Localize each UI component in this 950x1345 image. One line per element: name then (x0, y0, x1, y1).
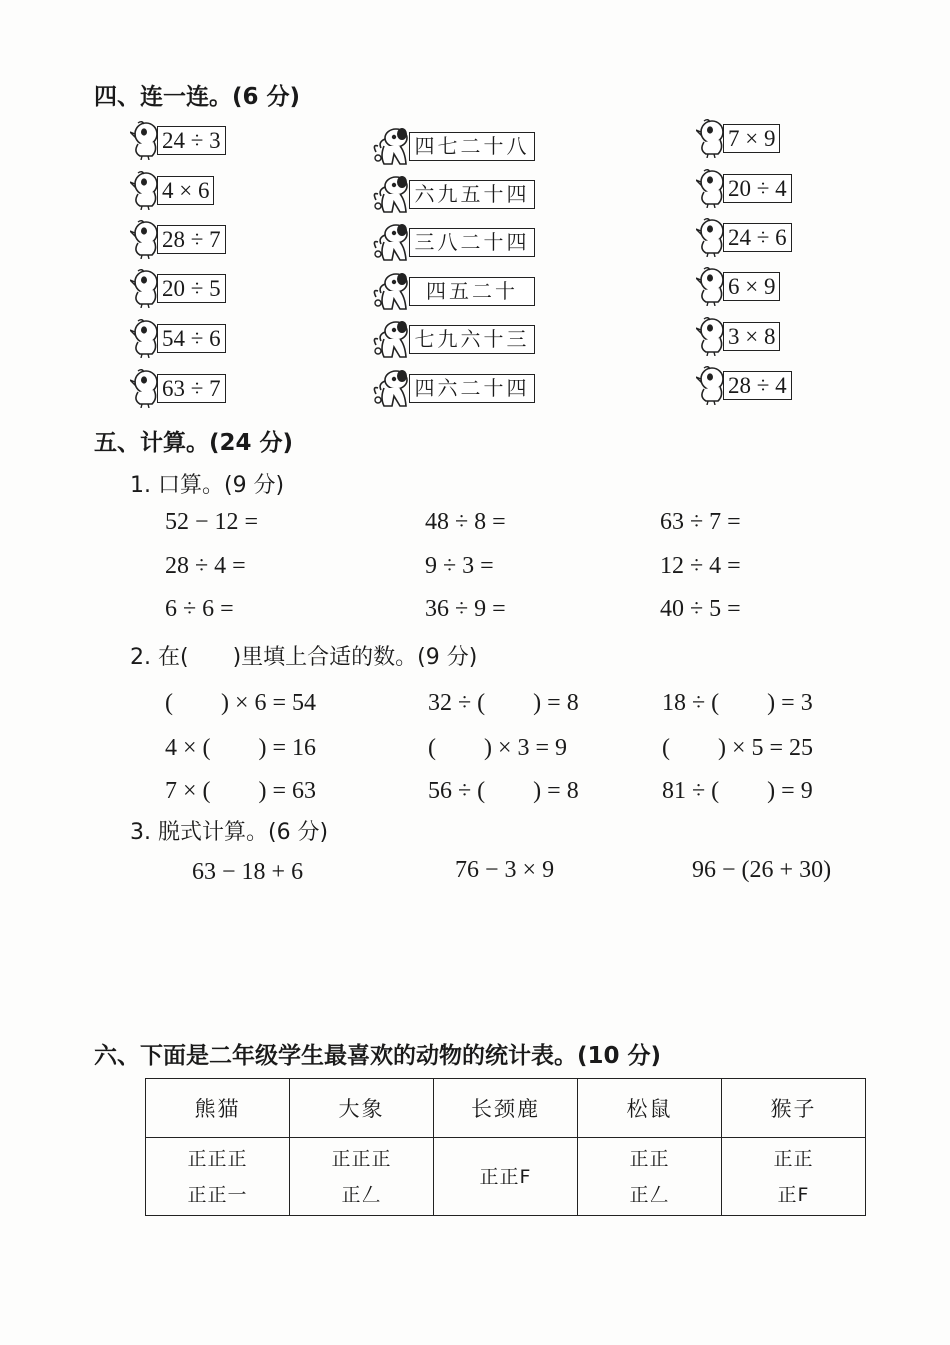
chick-icon (696, 266, 726, 306)
chick-icon (696, 365, 726, 405)
oral-calc-item: 52 − 12 = (165, 509, 259, 535)
fill-blank-item[interactable]: ( ) × 6 = 54 (165, 690, 317, 716)
match-right-label: 24 ÷ 6 (723, 223, 792, 252)
match-middle-label: 六九五十四 (409, 180, 535, 209)
fill-blank-item[interactable]: 4 × ( ) = 16 (165, 735, 317, 761)
fill-blank-item[interactable]: 7 × ( ) = 63 (165, 778, 317, 804)
tally-cell (146, 1138, 290, 1216)
match-left-label: 24 ÷ 3 (157, 126, 226, 155)
match-item-middle[interactable] (372, 222, 535, 262)
match-right-label: 6 × 9 (723, 272, 780, 301)
tally-line: 正F (777, 1183, 810, 1206)
chick-icon (130, 368, 160, 408)
table-header-cell: 猴子 (722, 1079, 866, 1138)
fill-blank-item[interactable]: 32 ÷ ( ) = 8 (428, 690, 579, 716)
chick-icon (130, 170, 160, 210)
dog-icon (372, 174, 412, 214)
match-item-left[interactable] (130, 120, 226, 160)
match-item-middle[interactable] (372, 174, 535, 214)
dog-icon (372, 126, 412, 166)
tally-line: 正正一 (187, 1183, 248, 1206)
match-item-right[interactable] (696, 266, 780, 306)
tally-cell (290, 1138, 434, 1216)
match-item-middle[interactable] (372, 368, 535, 408)
table-row (146, 1138, 866, 1216)
match-left-label: 54 ÷ 6 (157, 324, 226, 353)
chick-icon (130, 268, 160, 308)
tally-cell (722, 1138, 866, 1216)
fill-blank-item[interactable]: ( ) × 5 = 25 (662, 735, 814, 761)
tally-line: 正正F (479, 1165, 532, 1188)
oral-calc-item: 12 ÷ 4 = (660, 553, 741, 579)
match-item-right[interactable] (696, 118, 780, 158)
fill-blank-item[interactable]: ( ) × 3 = 9 (428, 735, 568, 761)
match-item-left[interactable] (130, 268, 226, 308)
table-header-cell: 松鼠 (578, 1079, 722, 1138)
table-header-cell: 熊猫 (146, 1079, 290, 1138)
match-middle-label: 四七二十八 (409, 132, 535, 161)
oral-calc-item: 48 ÷ 8 = (425, 509, 506, 535)
chick-icon (696, 168, 726, 208)
tally-cell (434, 1138, 578, 1216)
match-item-right[interactable] (696, 168, 792, 208)
match-middle-label: 四六二十四 (409, 374, 535, 403)
match-left-label: 20 ÷ 5 (157, 274, 226, 303)
match-right-label: 20 ÷ 4 (723, 174, 792, 203)
tally-cell (578, 1138, 722, 1216)
fill-blank-item[interactable]: 81 ÷ ( ) = 9 (662, 778, 813, 804)
match-left-label: 28 ÷ 7 (157, 225, 226, 254)
match-right-label: 7 × 9 (723, 124, 780, 153)
oral-calc-item: 6 ÷ 6 = (165, 596, 234, 622)
match-middle-label: 三八二十四 (409, 228, 535, 257)
oral-calc-item: 9 ÷ 3 = (425, 553, 494, 579)
part-1-title: 1. 口算。(9 分) (130, 473, 285, 498)
tally-line: 正正正 (187, 1147, 248, 1170)
part-3-title: 3. 脱式计算。(6 分) (130, 820, 329, 845)
part-2-title: 2. 在( )里填上合适的数。(9 分) (130, 645, 478, 670)
table-header-cell: 大象 (290, 1079, 434, 1138)
oral-calc-item: 28 ÷ 4 = (165, 553, 246, 579)
section-5-title: 五、计算。(24 分) (94, 430, 294, 456)
match-item-right[interactable] (696, 217, 792, 257)
match-item-left[interactable] (130, 219, 226, 259)
tally-line: 正正 (629, 1147, 670, 1170)
fill-blank-item[interactable]: 56 ÷ ( ) = 8 (428, 778, 579, 804)
chick-icon (130, 318, 160, 358)
tally-line: 正正 (773, 1147, 814, 1170)
dog-icon (372, 319, 412, 359)
match-item-middle[interactable] (372, 126, 535, 166)
oral-calc-item: 36 ÷ 9 = (425, 596, 506, 622)
step-calc-item: 96 − (26 + 30) (692, 857, 832, 883)
step-calc-item: 76 − 3 × 9 (455, 857, 555, 883)
match-right-label: 28 ÷ 4 (723, 371, 792, 400)
table-header-cell: 长颈鹿 (434, 1079, 578, 1138)
chick-icon (696, 316, 726, 356)
match-left-label: 63 ÷ 7 (157, 374, 226, 403)
animal-stats-table (145, 1078, 866, 1216)
match-middle-label: 四五二十 (409, 277, 535, 306)
fill-blank-item[interactable]: 18 ÷ ( ) = 3 (662, 690, 813, 716)
match-item-left[interactable] (130, 368, 226, 408)
tally-line: 正𠃋 (341, 1183, 382, 1206)
oral-calc-item: 63 ÷ 7 = (660, 509, 741, 535)
match-item-left[interactable] (130, 318, 226, 358)
oral-calc-item: 40 ÷ 5 = (660, 596, 741, 622)
chick-icon (130, 120, 160, 160)
match-item-left[interactable] (130, 170, 214, 210)
tally-line: 正𠃋 (629, 1183, 670, 1206)
match-middle-label: 七九六十三 (409, 325, 535, 354)
match-item-middle[interactable] (372, 319, 535, 359)
dog-icon (372, 368, 412, 408)
chick-icon (696, 118, 726, 158)
tally-line: 正正正 (331, 1147, 392, 1170)
match-item-right[interactable] (696, 365, 792, 405)
match-item-right[interactable] (696, 316, 780, 356)
chick-icon (696, 217, 726, 257)
dog-icon (372, 222, 412, 262)
section-4-title: 四、连一连。(6 分) (94, 84, 301, 110)
table-header-row (146, 1079, 866, 1138)
match-right-label: 3 × 8 (723, 322, 780, 351)
dog-icon (372, 271, 412, 311)
chick-icon (130, 219, 160, 259)
section-6-title: 六、下面是二年级学生最喜欢的动物的统计表。(10 分) (94, 1043, 662, 1069)
match-item-middle[interactable] (372, 271, 535, 311)
match-left-label: 4 × 6 (157, 176, 214, 205)
step-calc-item: 63 − 18 + 6 (192, 859, 304, 885)
